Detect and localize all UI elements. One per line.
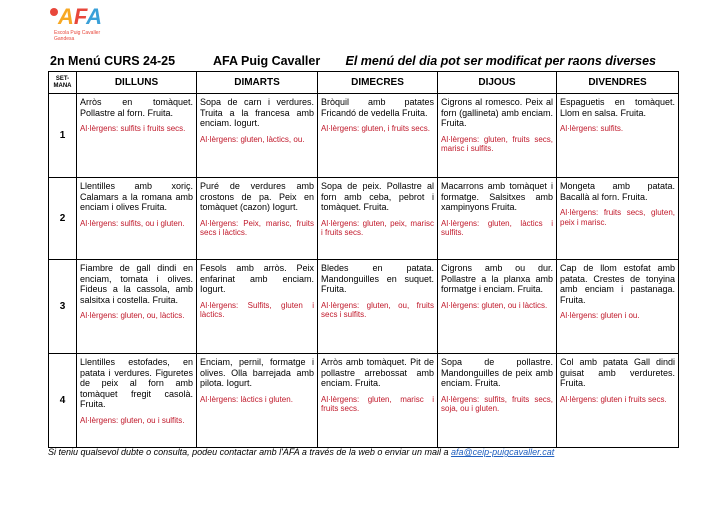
week-column-header: SET-MANA xyxy=(49,72,77,94)
menu-cell xyxy=(318,94,438,178)
week-number: 1 xyxy=(49,94,77,178)
dishes: Enciam, pernil, formatge i olives. Olla barrejada amb pilota. Iogurt. xyxy=(200,357,314,388)
contact-footer xyxy=(48,447,688,457)
menu-table xyxy=(48,71,679,448)
allergens: Al·lèrgens: sulfits i fruits secs. xyxy=(80,124,186,133)
menu-note: El menú del dia pot ser modificat per raons diverses xyxy=(345,54,656,68)
week-row-2 xyxy=(49,178,679,260)
week-number: 3 xyxy=(49,260,77,354)
dishes: Mongeta amb patata. Bacallà al forn. Fruita. xyxy=(560,181,675,202)
allergens: Al·lèrgens: gluten, làctics i sulfits. xyxy=(441,218,553,237)
allergens: Al·lèrgens: gluten, ou i làctics. xyxy=(441,300,548,310)
menu-cell xyxy=(557,178,679,260)
dishes: Bledes en patata. Mandonguilles en suquet. Fruita. xyxy=(321,263,434,294)
week-row-3 xyxy=(49,260,679,354)
table-header-row xyxy=(49,72,679,94)
day-header-dimarts: DIMARTS xyxy=(197,72,318,94)
week-row-4 xyxy=(49,354,679,448)
allergens: Al·lèrgens: gluten, marisc i fruits secs. xyxy=(321,394,434,413)
logo-subtitle: Escola Puig Cavaller Gandesa xyxy=(54,30,101,42)
dishes: Bròquil amb patates Fricandó de vedella Fruita. xyxy=(321,97,434,118)
allergens: Al·lèrgens: gluten i ou. xyxy=(560,311,640,320)
menu-cell xyxy=(77,178,197,260)
email-link[interactable]: afa@ceip-puigcavaller.cat xyxy=(450,447,555,457)
week-row-1 xyxy=(49,94,679,178)
allergens: Al·lèrgens: làctics i gluten. xyxy=(200,394,293,404)
menu-cell xyxy=(438,260,557,354)
dishes: Espaguetis en tomàquet. Llom en salsa. Fruita. xyxy=(560,97,675,118)
logo-letters: AFA xyxy=(58,4,103,29)
dishes: Arròs en tomàquet. Pollastre al forn. Fruita. xyxy=(80,97,193,118)
dishes: Puré de verdures amb crostons de pa. Peix en tomàquet (cazon) Iogurt. xyxy=(200,181,314,212)
allergens: Al·lèrgens: gluten i fruits secs. xyxy=(560,394,667,404)
dishes: Cigrons al romesco. Peix al forn (gallineta) amb enciam. Fruita. xyxy=(441,97,553,128)
allergens: Al·lèrgens: sulfits, ou i gluten. xyxy=(80,218,185,228)
menu-cell xyxy=(557,354,679,448)
afa-name: AFA Puig Cavaller xyxy=(213,54,321,68)
dishes: Col amb patata Gall dindi guisat amb verduretes. Fruita. xyxy=(560,357,675,388)
day-header-dimecres: DIMECRES xyxy=(318,72,438,94)
dishes: Cap de llom estofat amb patata. Crestes de tonyina amb enciam i pastanaga. Fruita. xyxy=(560,263,675,305)
menu-cell xyxy=(438,178,557,260)
menu-cell xyxy=(557,94,679,178)
page-header xyxy=(50,54,680,70)
dishes: Cigrons amb ou dur. Pollastre a la planxa amb formatge i enciam. Fruita. xyxy=(441,263,553,294)
allergens: Al·lèrgens: gluten, làctics, ou. xyxy=(200,134,305,144)
allergens: Al·lèrgens: fruits secs, gluten, peix i marisc. xyxy=(560,208,675,227)
allergens: Al·lèrgens: gluten, ou, làctics. xyxy=(80,311,185,320)
allergens: Al·lèrgens: sulfits. xyxy=(560,124,624,133)
menu-cell xyxy=(318,178,438,260)
menu-cell xyxy=(197,260,318,354)
dishes: Sopa de carn i verdures. Truita a la francesa amb enciam. Iogurt. xyxy=(200,97,314,128)
week-number: 4 xyxy=(49,354,77,448)
menu-cell xyxy=(318,354,438,448)
allergens: Al·lèrgens: Peix, marisc, fruits secs i làctics. xyxy=(200,218,314,237)
dishes: Sopa de pollastre. Mandonguilles de peix amb enciam. Fruita. xyxy=(441,357,553,388)
menu-title: 2n Menú CURS 24-25 xyxy=(50,54,176,68)
allergens: Al·lèrgens: gluten, peix, marisc i fruits secs. xyxy=(321,218,434,237)
dishes: Macarrons amb tomàquet i formatge. Salsitxes amb xampinyons Fruita. xyxy=(441,181,553,212)
menu-cell xyxy=(77,260,197,354)
dishes: Fiambre de gall dindi en enciam, tomata i olives. Fideus a la cassola, amb salsitxa i costella. Fruita. xyxy=(80,263,193,305)
footer-text: Si teniu qualsevol dubte o consulta, podeu contactar amb l'AFA a través de la web o enviar un mail a xyxy=(48,447,451,457)
day-header-dijous: DIJOUS xyxy=(438,72,557,94)
allergens: Al·lèrgens: gluten, ou i sulfits. xyxy=(80,415,185,425)
allergens: Al·lèrgens: gluten, fruits secs, marisc i sulfits. xyxy=(441,134,553,153)
menu-cell xyxy=(438,94,557,178)
menu-cell xyxy=(318,260,438,354)
day-header-divendres: DIVENDRES xyxy=(557,72,679,94)
menu-cell xyxy=(557,260,679,354)
dishes: Arròs amb tomàquet. Pit de pollastre arrebossat amb enciam. Fruita. xyxy=(321,357,434,388)
menu-cell xyxy=(197,178,318,260)
allergens: Al·lèrgens: gluten, i fruits secs. xyxy=(321,124,430,133)
dishes: Llentilles amb xoriç. Calamars a la romana amb enciam i olives Fruita. xyxy=(80,181,193,212)
logo-dot xyxy=(50,8,58,16)
day-header-dilluns: DILLUNS xyxy=(77,72,197,94)
menu-cell xyxy=(438,354,557,448)
week-number: 2 xyxy=(49,178,77,260)
allergens: Al·lèrgens: sulfits, fruits secs, soja, ou i gluten. xyxy=(441,394,553,413)
allergens: Al·lèrgens: gluten, ou, fruits secs i sulfits. xyxy=(321,300,434,319)
dishes: Fesols amb arròs. Peix enfarinat amb enciam. Iogurt. xyxy=(200,263,314,294)
menu-cell xyxy=(77,94,197,178)
dishes: Llentilles estofades, en patata i verdures. Figuretes de peix al forn amb tomàquet fregit casolà. Fruita. xyxy=(80,357,193,409)
menu-cell xyxy=(197,94,318,178)
menu-cell xyxy=(197,354,318,448)
afa-logo xyxy=(48,4,112,46)
menu-cell xyxy=(77,354,197,448)
dishes: Sopa de peix. Pollastre al forn amb ceba, pebrot i tomàquet. Fruita. xyxy=(321,181,434,212)
allergens: Al·lèrgens: Sulfits, gluten i làctics. xyxy=(200,300,314,319)
